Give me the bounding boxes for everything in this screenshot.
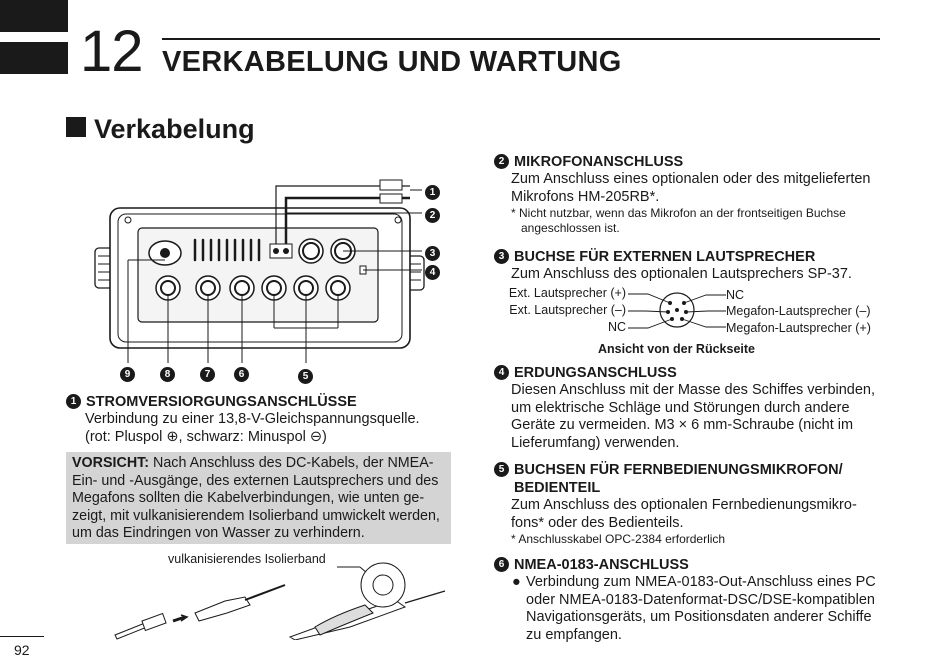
pin-label-left: Ext. Lautsprecher (–) <box>509 303 626 317</box>
item-title: ERDUNGSANSCHLUSS <box>514 365 677 381</box>
pin-label-left: Ext. Lautsprecher (+) <box>508 286 626 300</box>
item-line: Lieferumfang) verwenden. <box>511 434 680 451</box>
pin-diagram <box>494 286 894 362</box>
page-number: 92 <box>14 642 30 658</box>
item-title: BEDIENTEIL <box>514 480 601 496</box>
item-line: Zum Anschluss eines optionalen oder des mitgelieferten <box>511 171 871 187</box>
bullet-icon: ● <box>512 574 521 590</box>
pin-connector-icon <box>628 286 726 336</box>
item-line: Navigationsgeräts, um Positionsdaten anderer Schiffe <box>526 609 872 625</box>
caution-line: um das Eindringen von Wasser zu verhindern. <box>72 525 365 542</box>
pin-label-left: NC <box>607 320 626 334</box>
pin-label-right: Megafon-Lautsprecher (–) <box>726 304 871 318</box>
chapter-title: VERKABELUNG UND WARTUNG <box>162 46 622 78</box>
caution-line: Ein- und -Ausgänge, des externen Lautsprechers und des <box>72 472 439 489</box>
caution-line: Megafons sollten die Kabelverbindungen, wie unten ge- <box>72 490 425 507</box>
item-nmea-connector <box>494 556 894 644</box>
caution-line: zeigt, mit vulkanisierendem Isolierband umwickelt werden, <box>72 507 440 524</box>
item-power-connector <box>66 393 456 446</box>
tape-illustration <box>105 555 455 640</box>
item-ground-terminal <box>494 364 894 452</box>
square-bullet-icon <box>66 117 86 137</box>
item-note: * Anschlusskabel OPC-2384 erforderlich <box>511 532 726 546</box>
item-title: NMEA-0183-ANSCHLUSS <box>514 557 689 573</box>
callout-6: 6 <box>234 367 249 382</box>
item-line: Verbindung zum NMEA-0183-Out-Anschluss eines PC <box>526 574 876 590</box>
callout-8: 8 <box>160 367 175 382</box>
callout-1: 1 <box>425 185 440 200</box>
item-note: * Nicht nutzbar, wenn das Mikrofon an der frontseitigen Buchse <box>511 206 846 220</box>
caution-label: VORSICHT: <box>72 455 150 471</box>
rear-panel-illustration <box>90 168 450 388</box>
callout-2: 2 <box>425 208 440 223</box>
item-line: Verbindung zu einer 13,8-V-Gleichspannungsquelle. <box>85 411 420 427</box>
callout-5: 5 <box>298 369 313 384</box>
pin-label-right: Megafon-Lautsprecher (+) <box>726 321 871 335</box>
item-number: 3 <box>494 249 509 264</box>
item-line: zu empfangen. <box>526 626 622 643</box>
tape-label: vulkanisierendes Isolierband <box>168 552 326 566</box>
item-line: (rot: Pluspol ⊕, schwarz: Minuspol ⊖) <box>85 428 327 445</box>
item-note: angeschlossen ist. <box>521 221 620 235</box>
item-number: 5 <box>494 462 509 477</box>
item-line: Diesen Anschluss mit der Masse des Schiffes verbinden, <box>511 382 876 398</box>
item-speaker-jack <box>494 248 894 284</box>
callout-9: 9 <box>120 367 135 382</box>
item-mic-connector <box>494 153 894 236</box>
pin-label-right: NC <box>726 288 745 302</box>
callout-4: 4 <box>425 265 440 280</box>
item-remote-mic-jacks <box>494 461 894 547</box>
page-rule <box>0 636 44 637</box>
chapter-tab-top <box>0 0 68 32</box>
callout-7: 7 <box>200 367 215 382</box>
item-line: fons* oder des Bedienteils. <box>511 514 684 531</box>
callout-3: 3 <box>425 246 440 261</box>
chapter-rule <box>162 38 880 40</box>
item-title: BUCHSEN FÜR FERNBEDIENUNGSMIKROFON/ <box>514 462 843 478</box>
item-line: Zum Anschluss des optionalen Lautsprechers SP-37. <box>511 266 852 282</box>
section-title: Verkabelung <box>94 114 255 144</box>
item-line: um elektrische Schläge und Störungen durch andere <box>511 399 850 416</box>
chapter-tab-bottom <box>0 42 68 74</box>
item-line: Mikrofons HM-205RB*. <box>511 188 660 205</box>
item-number: 2 <box>494 154 509 169</box>
caution-box <box>66 452 451 544</box>
item-number: 1 <box>66 394 81 409</box>
pin-diagram-caption: Ansicht von der Rückseite <box>598 342 755 356</box>
item-title: STROMVERSIORGUNGSANSCHLÜSSE <box>86 394 357 410</box>
item-number: 4 <box>494 365 509 380</box>
item-line: oder NMEA-0183-Datenformat-DSC/DSE-kompatiblen <box>526 591 875 608</box>
item-number: 6 <box>494 557 509 572</box>
item-line: Geräte zu vermeiden. M3 × 6 mm-Schraube (nicht im <box>511 417 854 433</box>
chapter-number: 12 <box>80 19 143 84</box>
item-line: Zum Anschluss des optionalen Fernbedienungsmikro- <box>511 497 857 513</box>
caution-line: Nach Anschluss des DC-Kabels, der NMEA- <box>149 455 434 471</box>
item-title: BUCHSE FÜR EXTERNEN LAUTSPRECHER <box>514 249 816 265</box>
item-title: MIKROFONANSCHLUSS <box>514 154 684 170</box>
section-heading <box>66 114 255 145</box>
